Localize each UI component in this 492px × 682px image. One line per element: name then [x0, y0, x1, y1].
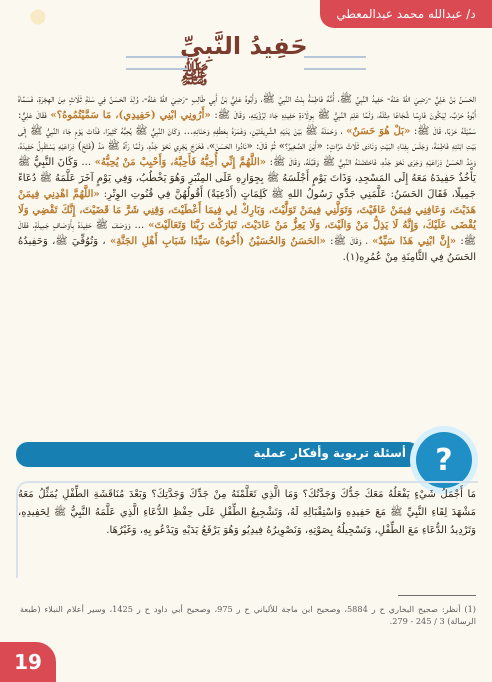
title-banner: [126, 31, 366, 90]
questions-header-bar: [16, 442, 420, 467]
paragraph-1: الحَسَنُ بْنُ عَلِيٍّ -رَضِيَ اللهُ عَنْهُ- حَفِيدُ النَّبِيِّ ﷺ، أُمُّهُ فَاطِمَةُ بِنْتُ النَّبِيِّ ﷺ، وَأَبُوهُ عَلِيُّ بْنُ أَبِي طَالِبٍ -رَضِيَ اللهُ عَنْهُ-، وُلِدَ الحَسَنُ فِي سَنَةِ ثَلَاثٍ مِنَ الهِجْرَةِ، فَسَمَّاهُ أَبُوهُ حَرْبٌ، لِيَكُونَ فَارِسًا شُجَاعًا مِثْلَهُ، وَلَمَّا عَلِمَ النَّبِيُّ ﷺ بِوِلَادَةِ حَفِيدِهِ جَاءَ لِرُؤْيَتِهِ، وَقَالَ ﷺ:: [18, 94, 477, 121]
author-name: د/ عبدالله محمد عبدالمعطي: [336, 7, 476, 21]
paragraph-6: ، وَقَالَ ﷺ:: [330, 236, 368, 248]
quote-6: «الحَسَنُ وَالحُسَيْنُ (أَخُوهُ) سَيِّدَا شَبَابِ أَهْلِ الجَنَّةِ»: [109, 236, 326, 248]
page-title: حَفِيدُ النَّبِيِّ ﷺ: [180, 31, 308, 89]
footnote: (1) أنظر: صحيح البخاري ح ر 5884، وصحيح ابن ماجة للألباني ح ر 975، وصحيح أبي داود ح ر 1425، وسير أعلام النبلاء (طبعة الرسالة) 3 / 245 - 279.: [20, 604, 476, 626]
star-ornament-icon: [20, 6, 56, 28]
questions-heading: أسئلة تربوية وأفكار عملية: [253, 446, 406, 460]
question-mark-icon: ?: [416, 432, 472, 488]
main-text: [18, 92, 476, 428]
quote-4: «اللَّهُمَّ اهْدِنِي فِيمَنْ هَدَيْتَ، وَعَافِنِي فِيمَنْ عَافَيْتَ، وَتَوَلَّنِي فِيمَنْ تَوَلَّيْتَ، وَبَارِكْ لِي فِيمَا أَعْطَيْتَ، وَقِنِي شَرَّ مَا قَضَيْتَ، إِنَّكَ تَقْضِي وَلَا يُقْضَى عَلَيْكَ، وَإِنَّهُ لَا يَذِلُّ مَنْ وَالَيْتَ، وَلَا يَعِزُّ مَنْ عَادَيْتَ، تَبَارَكْتَ رَبَّنَا وَتَعَالَيْتَ»: [18, 188, 476, 232]
quote-2: «بَلْ هُوَ حَسَنٌ»: [346, 125, 411, 137]
quote-1: «أَرُونِي ابْنِي (حَفِيدِي)، مَا سَمَّيْتُمُوهُ؟»: [50, 109, 211, 121]
questions-text: مَا أَجْمَلُ شَيْءٍ يَفْعَلُهُ مَعَكَ جَدُّكَ وَجَدَّتُكَ؟ وَمَا الَّذِي تَعَلَّمْتَهُ مِنْ جَدِّكَ وَجَدَّتِكَ؟ وَبَعْدَ مُنَاقَشَةِ الطِّفْلِ يُمَثِّلُ مَعَهُ مَشْهَدَ لِقَاءِ النَّبِيِّ ﷺ مَعَ حَفِيدِهِ وَاسْتِقْبَالِهِ لَهُ، وَتَشْجِيعُ الطِّفْلِ عَلَى حِفْظِ الدُّعَاءِ الَّذِي عَلَّمَهُ النَّبِيُّ ﷺ لِحَفِيدِهِ، وَتَرْدِيدُ الدُّعَاءِ مَعَ الطِّفْلِ، وَتَسْجِيلُهُ بِصَوْتِهِ، وَنَصْوِيرُهُ فِيدِيُو وَهُوَ يَرْفَعُ يَدَيْهِ وَيَدْعُو بِهِ، وَغَيْرُهَا.: [18, 489, 476, 536]
paragraph-2: فَقَالَ عَلِيٌّ: سَمَّيْتُهُ حَرْبًا، قَالَ ﷺ:: [18, 109, 476, 137]
footnote-divider: [398, 595, 476, 596]
paragraph-7: ، وَتُوُفِّيَ ﷺ، وَحَفِيدُهُ الحَسَنُ فِي الثَّامِنَةِ مِنْ عُمُرِهِ(١).: [18, 236, 476, 263]
author-tab: [320, 0, 492, 28]
quote-5: «إِنَّ ابْنِي هَذَا سَيِّدٌ»: [372, 236, 457, 248]
paragraph-3: ، وَحَمَلَهُ ﷺ بَيْنَ يَدَيْهِ الشَّرِيفَتَيْنِ، وَغَمَرَهُ بِعَطْفِهِ وَحَنَانِهِ... وَكَانَ النَّبِيُّ ﷺ يُحِبُّهُ كَثِيرًا، فَذَاتَ يَوْمٍ جَاءَ النَّبِيُّ ﷺ إِلَى بَيْتِ ابْنَتِهِ فَاطِمَةَ، وَجَلَسَ بِفِنَاءِ البَيْتِ وَنَادَى ثَلَاثَ مَرَّاتٍ: «أَيْنَ الصَّغِيرُ؟» ثُمَّ قَالَ: «نَادُوا الحَسَنَ»، فَخَرَجَ يَجْرِي نَحْوَ جَدِّهِ، وَلَمَّا رَآهُ ﷺ مَدَّ (فَتَحَ) ذِرَاعَيْهِ يَسْتَقْبِلُ حَفِيدَهُ، وَمَدَّ الحَسَنُ ذِرَاعَيْهِ وَجَرَى نَحْوَ جَدِّهِ، فَاحْتَضَنَهُ النَّبِيُّ ﷺ وَقَبَّلَهُ، وَقَالَ ﷺ:: [18, 125, 476, 169]
page-number: 19: [0, 642, 56, 682]
quote-3: «اللَّهُمَّ إِنِّي أُحِبُّهُ فَأَحِبَّهُ، وَأَحْبِبْ مَنْ يُحِبُّهُ»: [94, 157, 267, 169]
paragraph-5: ... وَوَصَفَ ﷺ حَفِيدَهُ بِأَوْصَافٍ جَمِيلَةٍ، فَقَالَ ﷺ:: [18, 220, 477, 248]
paragraph-4: ... وَكَانَ النَّبِيُّ ﷺ يَأْخُذُ حَفِيدَهُ مَعَهُ إِلَى المَسْجِدِ، وَذَاتَ يَوْمٍ أَجْلَسَهُ ﷺ بِجِوَارِهِ عَلَى المِنْبَرِ وَهُوَ يَخْطُبُ، وَفِي يَوْمٍ آخَرَ عَلَّمَهُ ﷺ دُعَاءً جَمِيلًا، فَقَالَ الحَسَنُ: عَلَّمَنِي جَدِّي رَسُولُ اللهِ ﷺ كَلِمَاتٍ (أَدْعِيَةً) أَقُولُهُنَّ فِي قُنُوتِ الوِتْرِ:: [18, 157, 476, 200]
